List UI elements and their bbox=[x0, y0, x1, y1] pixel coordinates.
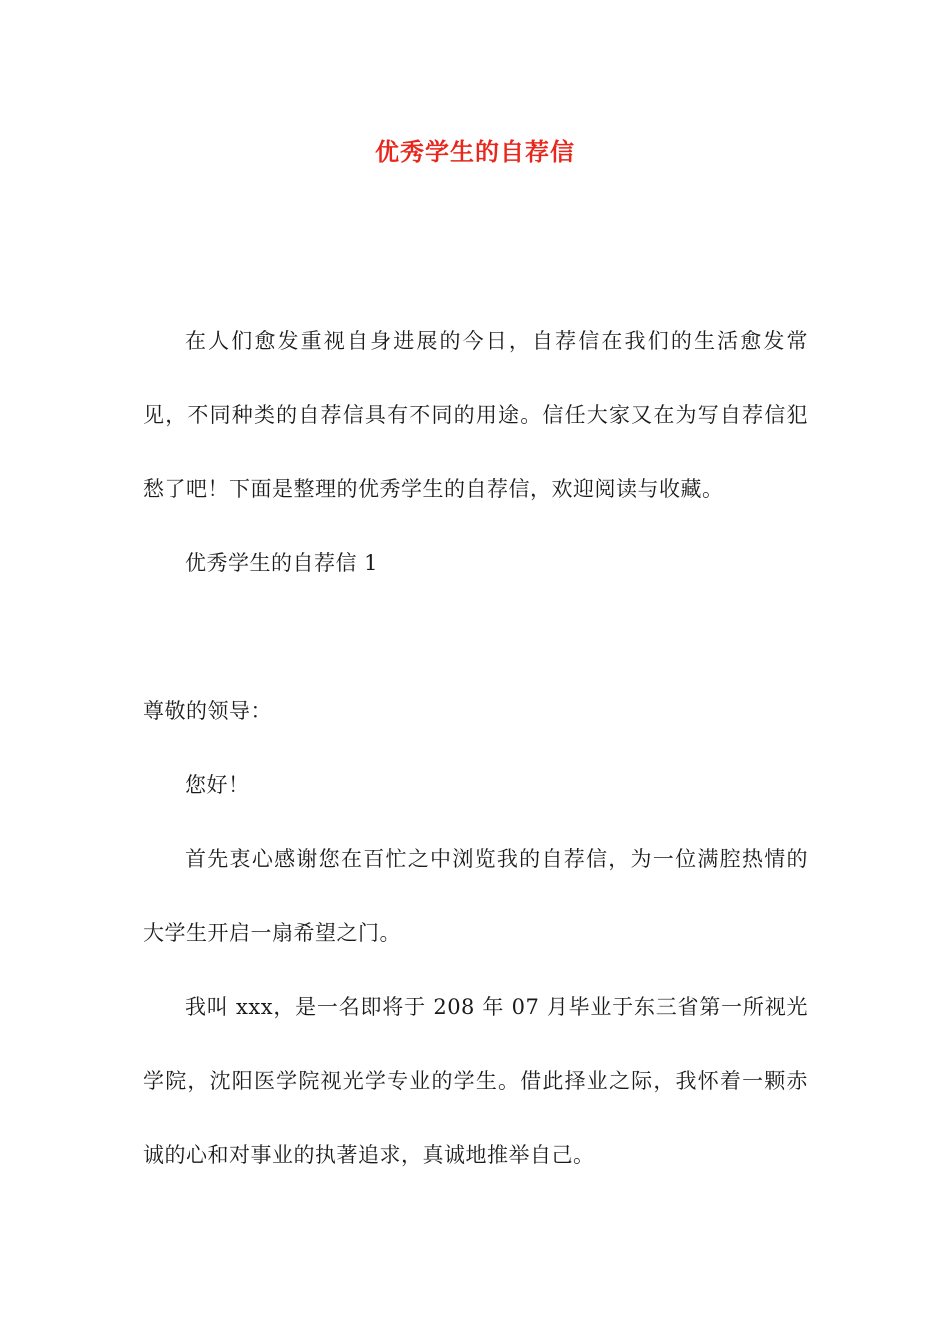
greeting: 您好！ bbox=[185, 773, 250, 797]
salutation: 尊敬的领导： bbox=[143, 699, 272, 723]
letter-heading: 优秀学生的自荐信 1 bbox=[185, 551, 379, 575]
document-title: 优秀学生的自荐信 bbox=[375, 137, 575, 166]
document-body bbox=[143, 304, 808, 1192]
self-introduction-paragraph: 我叫 xxx，是一名即将于 208 年 07 月毕业于东三省第一所视光学院，沈阳医学院视光学专业的学生。借此择业之际，我怀着一颗赤诚的心和对事业的执著追求，真诚地推举自己。 bbox=[143, 995, 808, 1167]
thanks-paragraph: 首先衷心感谢您在百忙之中浏览我的自荐信，为一位满腔热情的大学生开启一扇希望之门。 bbox=[143, 847, 808, 945]
intro-paragraph: 在人们愈发重视自身进展的今日，自荐信在我们的生活愈发常见，不同种类的自荐信具有不同的用途。信任大家又在为写自荐信犯愁了吧！下面是整理的优秀学生的自荐信，欢迎阅读与收藏。 bbox=[143, 329, 808, 501]
blank-line bbox=[143, 600, 808, 674]
